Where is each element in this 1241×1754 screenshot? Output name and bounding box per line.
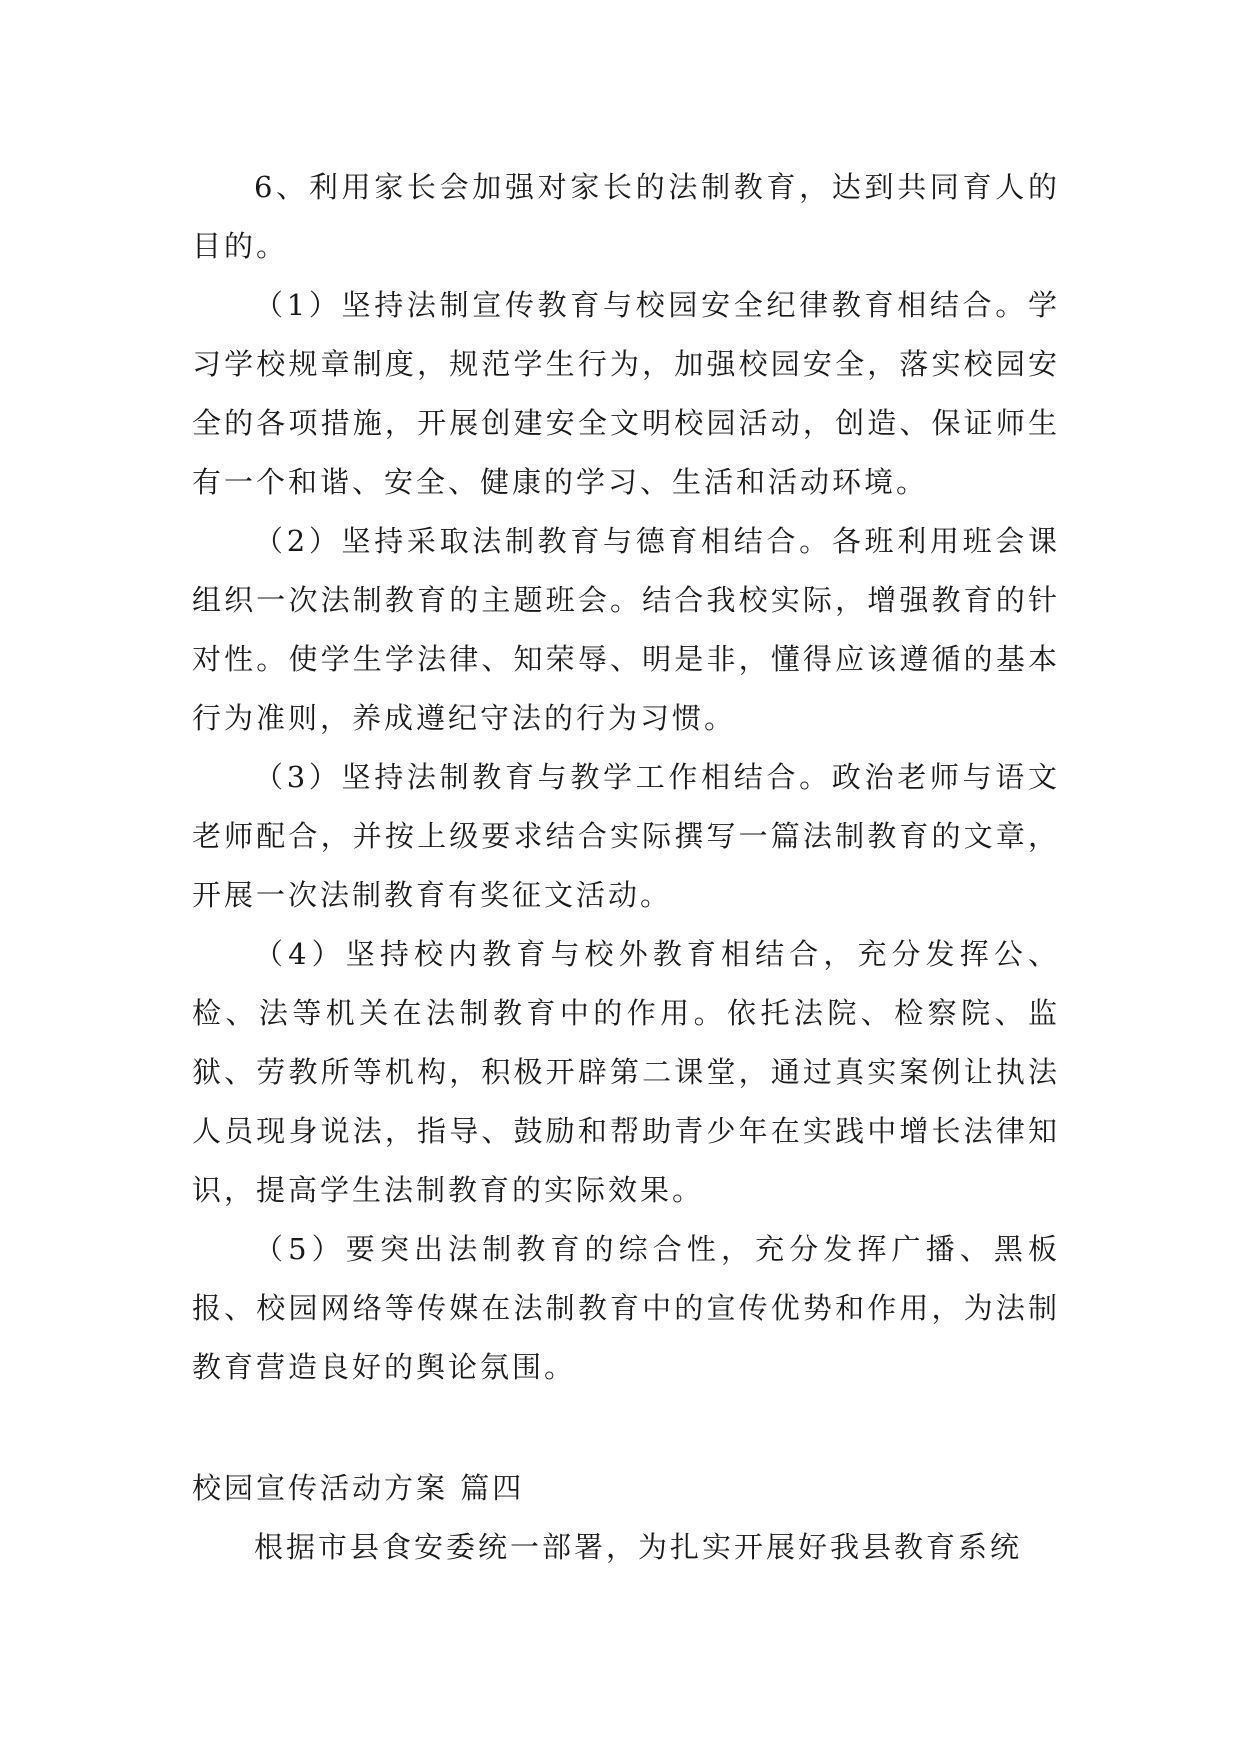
- paragraph-sub-5: （5）要突出法制教育的综合性，充分发挥广播、黑板报、校园网络等传媒在法制教育中的宣传优势和作用，为法制教育营造良好的舆论氛围。: [192, 1232, 1060, 1384]
- paragraph-sub-1: （1）坚持法制宣传教育与校园安全纪律教育相结合。学习学校规章制度，规范学生行为，加强校园安全，落实校园安全的各项措施，开展创建安全文明校园活动，创造、保证师生有一个和谐、安全、健康的学习、生活和活动环境。: [192, 288, 1060, 499]
- section-heading: 校园宣传活动方案 篇四: [192, 1471, 525, 1505]
- paragraph-sub-2: （2）坚持采取法制教育与德育相结合。各班利用班会课组织一次法制教育的主题班会。结合我校实际，增强教育的针对性。使学生学法律、知荣辱、明是非，懂得应该遵循的基本行为准则，养成遵纪守法的行为习惯。: [192, 524, 1060, 735]
- paragraph-sub-3: （3）坚持法制教育与教学工作相结合。政治老师与语文老师配合，并按上级要求结合实际撰写一篇法制教育的文章，开展一次法制教育有奖征文活动。: [192, 760, 1060, 912]
- section-first-paragraph: 根据市县食安委统一部署，为扎实开展好我县教育系统: [254, 1530, 1023, 1564]
- document-body: [192, 158, 1060, 1577]
- paragraph-sub-4: （4）坚持校内教育与校外教育相结合，充分发挥公、检、法等机关在法制教育中的作用。依托法院、检察院、监狱、劳教所等机构，积极开辟第二课堂，通过真实案例让执法人员现身说法，指导、鼓励和帮助青少年在实践中增长法律知识，提高学生法制教育的实际效果。: [192, 937, 1060, 1207]
- paragraph-item-6: 6、利用家长会加强对家长的法制教育，达到共同育人的目的。: [192, 170, 1060, 263]
